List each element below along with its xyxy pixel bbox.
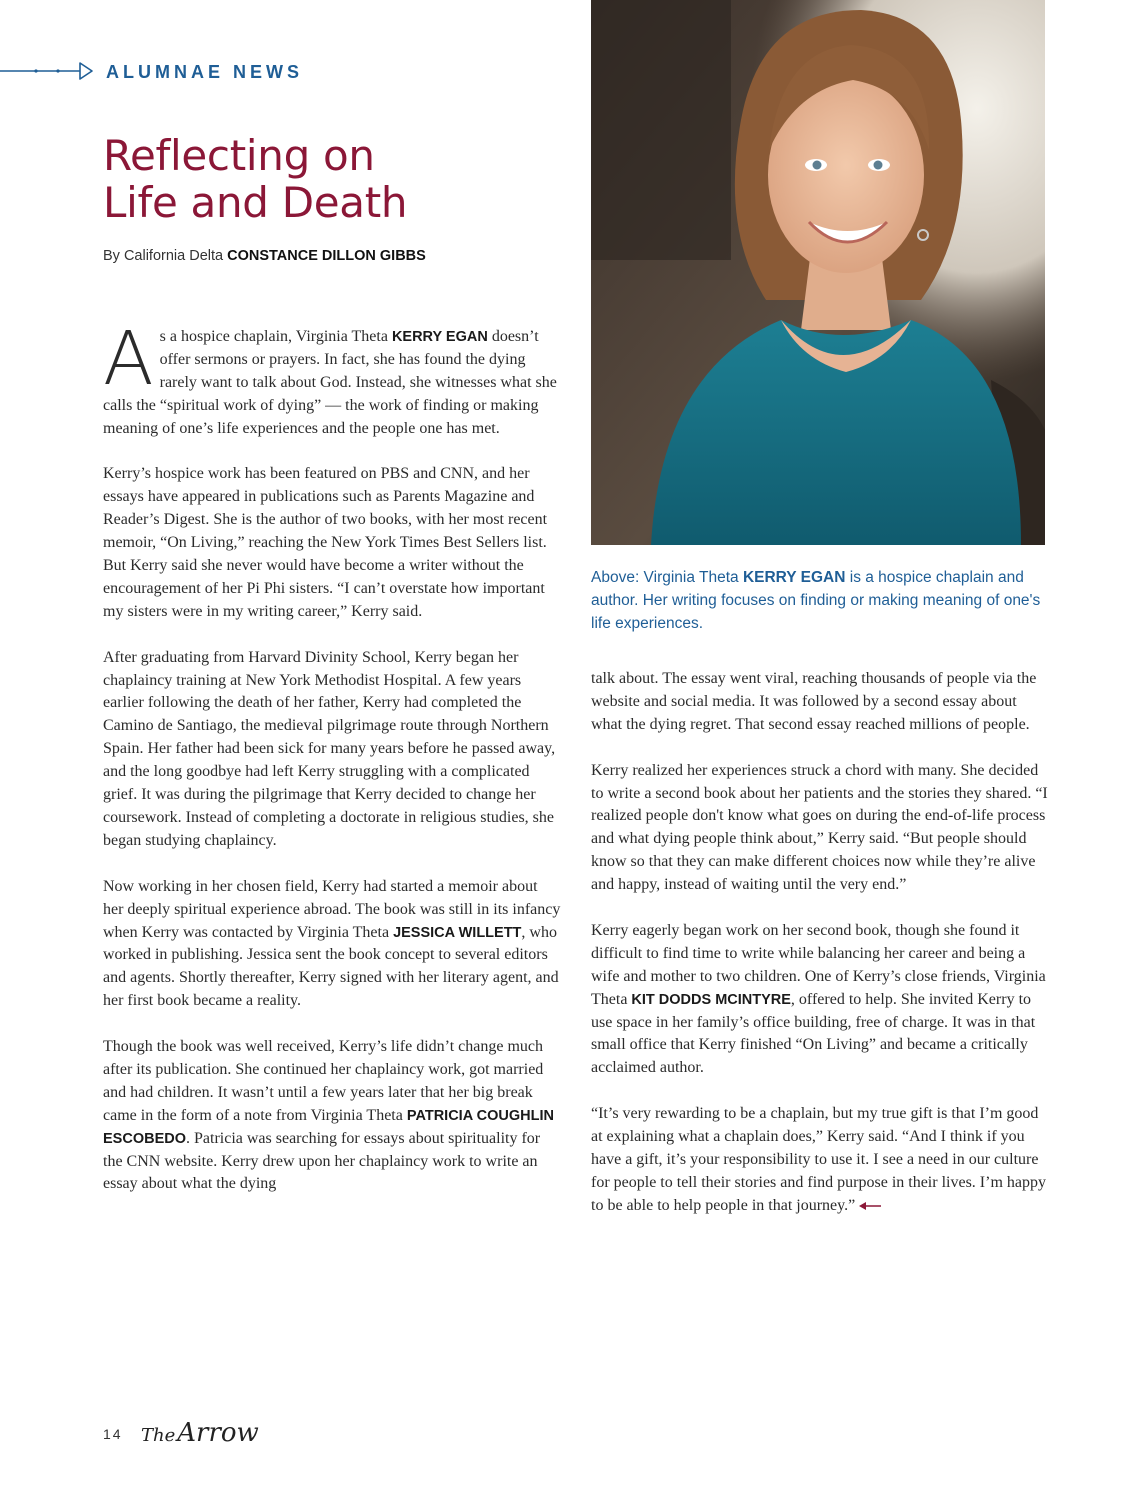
byline-prefix: By California Delta — [103, 248, 224, 264]
article-column-right — [591, 668, 1049, 1218]
paragraph-text: Now working in her chosen field, Kerry had started a memoir about her deeply spiritual experience abroad. The book was still in its infancy when Kerry was contacted by Virginia Theta — [103, 877, 561, 941]
drop-cap: A — [103, 316, 154, 402]
caption-text: is a hospice chaplain and author. Her writing focuses on finding or making meaning of one's life experiences. — [591, 569, 1041, 632]
page-footer — [103, 1420, 403, 1456]
end-arrow-icon — [859, 1201, 881, 1211]
paragraph-text: Kerry eagerly began work on her second book, though she found it difficult to find time to write while balancing her career and being a wife and mother to two children. One of Kerry’s close friends, Virginia Theta — [591, 921, 1046, 1008]
section-title: ALUMNAE NEWS — [106, 62, 303, 82]
person-name: JESSICA WILLETT — [393, 924, 522, 941]
paragraph-text: Though the book was well received, Kerry’s life didn’t change much after its publication. She continued her chaplaincy work, got married and had children. It wasn’t until a few years later that her big break came in the form of a note from Virginia Theta — [103, 1038, 544, 1124]
paragraph-text: . Patricia was searching for essays about spirituality for the CNN website. Kerry drew upon her chaplaincy work to write an essay about what the dying — [103, 1129, 541, 1193]
paragraph-1 — [103, 316, 561, 441]
paragraph-8 — [591, 920, 1049, 1080]
person-name: KIT DODDS MCINTYRE — [631, 991, 791, 1008]
person-name: PATRICIA COUGHLIN ESCOBEDO — [103, 1107, 554, 1147]
paragraph-text: “It’s very rewarding to be a chaplain, but my true gift is that I’m good at explaining what a chaplain does,” Kerry said. “And I think if you have a gift, it’s your responsibility to use it. I see a need in our culture for people to tell their stories and find purpose in their lives. I’m happy to be able to help people in that journey.” — [591, 1105, 1046, 1214]
article-headline — [103, 132, 563, 226]
paragraph-9 — [591, 1103, 1049, 1218]
paragraph-text: s a hospice chaplain, Virginia Theta — [159, 328, 392, 345]
headline-line-2: Life and Death — [103, 178, 408, 227]
article-column-left — [103, 316, 561, 1196]
byline-author: CONSTANCE DILLON GIBBS — [227, 248, 426, 264]
byline — [103, 248, 563, 264]
caption-text: Above: Virginia Theta — [591, 569, 743, 586]
paragraph-7: Kerry realized her experiences struck a chord with many. She decided to write a second book about her patients and the stories they shared. “I realized people don't know what goes on during the end-of-life process and what dying people think about,” Kerry said. “But people should know so that they can make different choices now while they’re alive and happy, instead of waiting until the very end.” — [591, 761, 1048, 894]
publication-logo — [141, 1418, 259, 1448]
arrow-line-icon — [0, 60, 96, 82]
paragraph-text: doesn’t offer sermons or prayers. In fact, she has found the dying rarely want to talk about God. Instead, she witnesses what she calls the “spiritual work of dying” — the work of finding or making meaning of one’s life experiences and the people one has met. — [103, 328, 557, 437]
paragraph-3: After graduating from Harvard Divinity School, Kerry began her chaplaincy training at New York Methodist Hospital. A few years earlier following the death of her father, Kerry had completed the Camino de Santiago, the medieval pilgrimage route through Northern Spain. Her father had been sick for many years before he passed away, and the long goodbye had left Kerry struggling with a complicated grief. It was during the pilgrimage that Kerry decided to change her coursework. Instead of completing a doctorate in religious studies, she began studying chaplaincy. — [103, 648, 556, 849]
paragraph-4 — [103, 876, 561, 1013]
logo-name: Arrow — [177, 1418, 259, 1448]
paragraph-text: , offered to help. She invited Kerry to use space in her family’s office building, free of charge. It was in that small office that Kerry finished “On Living” and became a critically acclaimed author. — [591, 990, 1036, 1077]
photo-caption — [591, 566, 1051, 635]
paragraph-text: , who worked in publishing. Jessica sent the book concept to several editors and agents. Shortly thereafter, Kerry signed with her literary agent, and her first book became a reality. — [103, 923, 559, 1010]
page-number: 14 — [103, 1426, 123, 1442]
paragraph-5 — [103, 1036, 561, 1196]
person-name: KERRY EGAN — [391, 329, 488, 345]
portrait-illustration — [591, 0, 1045, 545]
paragraph-6: talk about. The essay went viral, reaching thousands of people via the website and social media. It was followed by a second essay about what the dying regret. That second essay reached millions of people. — [591, 670, 1037, 733]
logo-the: The — [141, 1425, 176, 1446]
caption-person-name: KERRY EGAN — [742, 569, 846, 586]
headline-line-1: Reflecting on — [103, 131, 375, 180]
portrait-photo — [591, 0, 1045, 545]
paragraph-2: Kerry’s hospice work has been featured on PBS and CNN, and her essays have appeared in publications such as Parents Magazine and Reader’s Digest. She is the author of two books, with her most recent memoir, “On Living,” reaching the New York Times Best Sellers list. But Kerry said she never would have become a writer without the encouragement of her Pi Phi sisters. “I can’t overstate how important my sisters were in my writing career,” Kerry said. — [103, 465, 548, 620]
